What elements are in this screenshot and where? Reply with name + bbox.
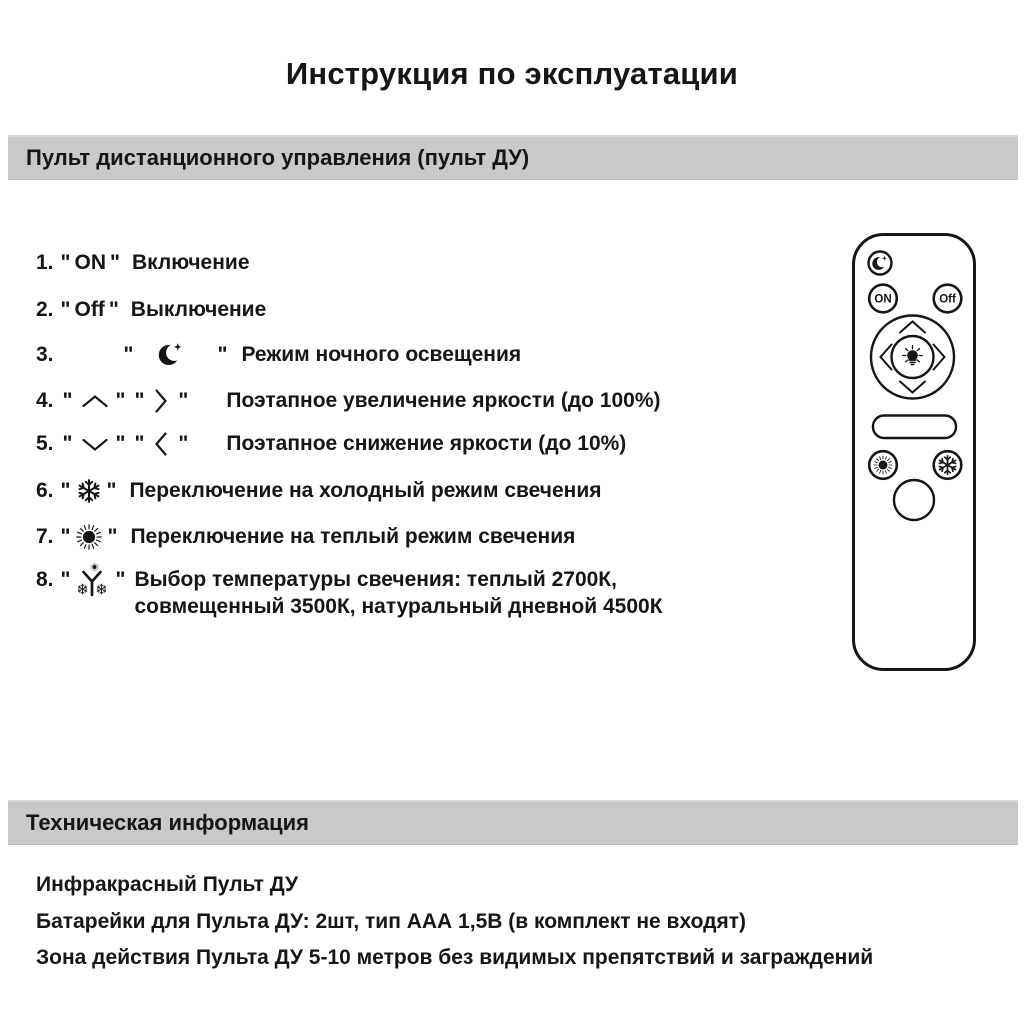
snowflake-icon: [77, 479, 101, 503]
chevron-right-icon: [154, 388, 168, 414]
instruction-item-5: [36, 430, 626, 458]
remote-on-label: ON: [874, 293, 892, 306]
chevron-left-icon: [154, 431, 168, 457]
instruction-item-4: [36, 387, 661, 415]
quote-mark: ": [115, 568, 126, 591]
quote-mark: ": [178, 432, 189, 455]
instruction-item-1: [36, 249, 250, 277]
instruction-item-3: [36, 341, 521, 369]
page-title: Инструкция по эксплуатации: [285, 56, 739, 91]
item-description: Режим ночного освещения: [241, 343, 522, 366]
quote-mark: ": [178, 389, 189, 412]
sun-icon: [874, 456, 892, 474]
quote-mark: ": [60, 251, 71, 274]
remote-night-mode-button: [869, 252, 892, 275]
tech-info-line-1: Инфракрасный Пульт ДУ: [36, 873, 299, 896]
item-description: Переключение на теплый режим свечения: [130, 525, 576, 548]
item-number: 8.: [36, 568, 54, 591]
moon-icon: [157, 342, 183, 368]
quote-mark: ": [106, 479, 117, 502]
item-number: 5.: [36, 432, 54, 455]
remote-control-diagram: [845, 230, 980, 675]
quote-mark: ": [62, 432, 73, 455]
item-description-line-1: Выбор температуры свечения: теплый 2700К,: [134, 568, 617, 591]
item-description: Переключение на холодный режим свечения: [129, 479, 602, 502]
quote-mark: ": [115, 389, 126, 412]
temperature-select-icon: [75, 561, 109, 599]
quote-mark: ": [60, 568, 71, 591]
remote-off-label: Off: [939, 293, 956, 306]
quote-mark: ": [134, 389, 145, 412]
item-description-line-2: совмещенный 3500К, натуральный дневной 4500К: [134, 595, 663, 618]
remote-slot: [873, 416, 956, 439]
item-number: 4.: [36, 389, 54, 412]
button-token-on: ON: [74, 251, 106, 274]
section-header-tech-label: Техническая информация: [26, 810, 309, 835]
quote-mark: ": [60, 298, 71, 321]
quote-mark: ": [134, 432, 145, 455]
item-description: Поэтапное снижение яркости (до 10%): [226, 432, 627, 455]
item-8-icon-group: [36, 566, 125, 594]
quote-mark: ": [60, 479, 71, 502]
sun-icon: [76, 524, 102, 550]
remote-on-button: [869, 285, 897, 313]
remote-off-button: [934, 285, 962, 313]
item-description: Включение: [131, 251, 250, 274]
item-number: 2.: [36, 298, 54, 321]
instruction-item-2: [36, 296, 266, 324]
remote-dpad: [871, 316, 954, 399]
chevron-up-icon: [81, 394, 109, 409]
item-description: Поэтапное увеличение яркости (до 100%): [226, 389, 661, 412]
remote-cold-mode-button: [934, 451, 962, 479]
item-number: 7.: [36, 525, 54, 548]
item-number: 6.: [36, 479, 54, 502]
instruction-item-8: [36, 566, 663, 620]
quote-mark: ": [107, 525, 118, 548]
instruction-item-7: [36, 523, 575, 551]
section-header-remote: [8, 135, 1018, 180]
tech-info-line-3: Зона действия Пульта ДУ 5-10 метров без видимых препятствий и заграждений: [36, 946, 874, 969]
remote-round-button: [894, 480, 934, 520]
section-header-remote-label: Пульт дистанционного управления (пульт ДУ): [26, 145, 530, 170]
quote-mark: ": [115, 432, 126, 455]
quote-mark: ": [60, 525, 71, 548]
tech-info-line-2: Батарейки для Пульта ДУ: 2шт, тип ААА 1,5В (в комплект не входят): [36, 910, 747, 933]
instruction-item-6: [36, 477, 602, 505]
quote-mark: ": [217, 343, 228, 366]
section-header-tech: [8, 800, 1018, 845]
button-token-off: Off: [74, 298, 105, 321]
chevron-down-icon: [81, 437, 109, 452]
quote-mark: ": [109, 251, 120, 274]
item-number: 1.: [36, 251, 54, 274]
quote-mark: ": [123, 343, 134, 366]
item-number: 3.: [36, 343, 54, 366]
remote-warm-mode-button: [869, 451, 897, 479]
quote-mark: ": [62, 389, 73, 412]
item-description: Выключение: [130, 298, 267, 321]
quote-mark: ": [108, 298, 119, 321]
item-description-block: [134, 566, 662, 620]
